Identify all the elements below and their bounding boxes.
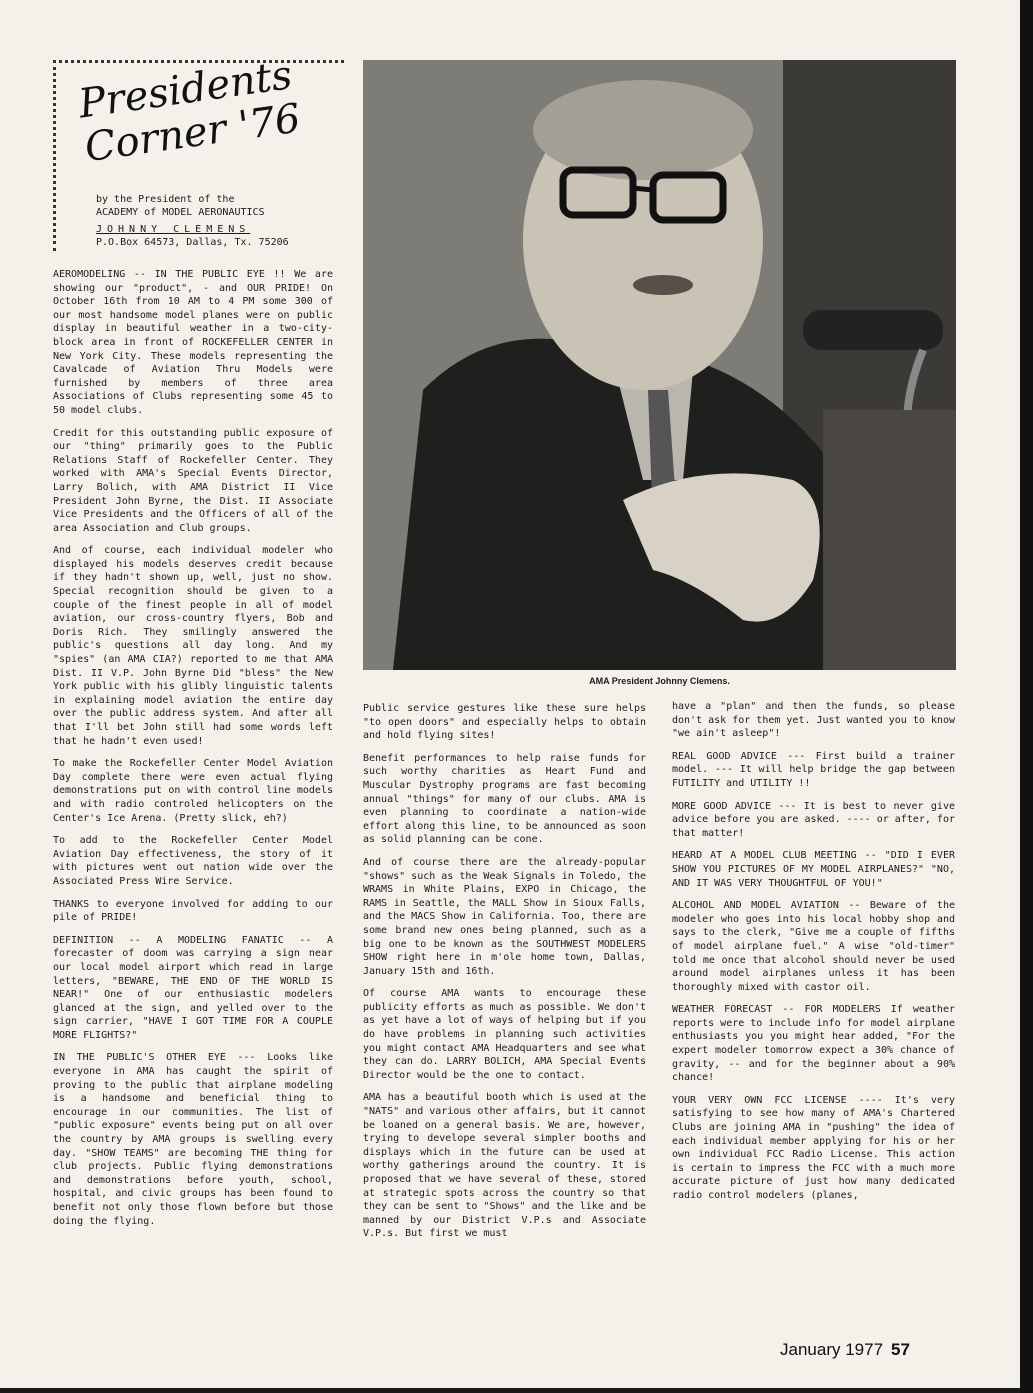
paragraph: Of course AMA wants to encourage these publicity efforts as much as possible. We don't as yet have a lot of ways of helping but if you do have problems in planning such activities you might contact AMA Headquarters and see what they can do. LARRY BOLICH, AMA Special Events Director would be the one to contact. xyxy=(363,988,646,1081)
article-column-3 xyxy=(672,700,955,1212)
paragraph: To make the Rockefeller Center Model Aviation Day complete there were even actual flying demonstrations put on with control line models and with radio controled helicopters on the Center's Ice Arena. (Pretty slick, eh?) xyxy=(53,758,333,824)
paragraph: DEFINITION -- A MODELING FANATIC -- A forecaster of doom was carrying a sign near our local model airport which read in large letters, "BEWARE, THE END OF THE WORLD IS NEAR!" One of our enthusiastic modelers glanced at the sign, and yelled over to the sign carrier, "HAVE I GOT TIME FOR A COUPLE MORE FLIGHTS?" xyxy=(53,934,333,1041)
paragraph: YOUR VERY OWN FCC LICENSE ---- It's very satisfying to see how many of AMA's Chartered Clubs are joining AMA in "pushing" the idea of each individual member applying for his or her own individual FCC Radio License. This action is certain to impress the FCC with a much more accurate picture of just how many dedicated radio control modelers (planes, xyxy=(672,1094,955,1201)
article-column-2 xyxy=(363,702,646,1250)
photo-illustration xyxy=(363,60,956,670)
issue-date: January 1977 xyxy=(780,1340,884,1359)
column-title: Presidents Corner '76 xyxy=(75,52,304,172)
byline-line-1: by the President of the xyxy=(96,194,235,205)
paragraph: And of course, each individual modeler who displayed his models deserves credit because if they hadn't shown up, well, just no show. Special recognition should be given to a couple of the finest people in all of model aviation, our cross-country flyers, Bob and Doris Rich. They smilingly answered the public's questions all day long. And my "spies" (an AMA CIA?) reported to me that AMA Dist. II V.P. John Byrne Did "bless" the New York public with his glibly linguistic talents in explaining model aviation the entire day over the public address system. And after all that I'll bet John still had some words left that he hadn't even used! xyxy=(53,545,333,747)
paragraph: To add to the Rockefeller Center Model Aviation Day effectiveness, the story of it with pictures went out nation wide over the Associated Press Wire Service. xyxy=(53,835,333,887)
page-number: 57 xyxy=(891,1340,910,1359)
paragraph: ALCOHOL AND MODEL AVIATION -- Beware of the modeler who goes into his local hobby shop and says to the clerk, "Give me a couple of fifths of model airplane fuel." A wise "old-timer" told me once that alcohol should never be used around model airplanes unless it has been thoroughly mixed with castor oil. xyxy=(672,900,955,993)
paragraph: AMA has a beautiful booth which is used at the "NATS" and various other affairs, but it cannot be loaned on a general basis. We are, however, trying to develope several simpler booths and displays which in the future can be used at worthy gatherings around the country. It is proposed that we have several of these, stored at strategic spots across the country so that they can be sent to "Shows" and the like and be manned by our District V.P.s and Associate V.P.s. But first we must xyxy=(363,1092,646,1240)
president-photo xyxy=(363,60,956,670)
paragraph: Public service gestures like these sure helps "to open doors" and especially helps to obtain and hold flying sites! xyxy=(363,703,646,742)
address: P.O.Box 64573, Dallas, Tx. 75206 xyxy=(96,237,289,248)
paragraph: REAL GOOD ADVICE --- First build a trainer model. --- It will help bridge the gap between FUTILITY and UTILITY !! xyxy=(672,750,955,789)
paragraph: Benefit performances to help raise funds for such worthy charities as Heart Fund and Muscular Dystrophy programs are fast becoming annual "things" for many of our clubs. AMA is even planning to coordinate a nation-wide effort along this line, to be announced as soon as solid planning can be cone. xyxy=(363,752,646,846)
byline xyxy=(96,193,289,249)
page-folio xyxy=(780,1340,910,1360)
paragraph: have a "plan" and then the funds, so please don't ask for them yet. Just wanted you to know "we ain't asleep"! xyxy=(672,701,955,740)
photo-caption: AMA President Johnny Clemens. xyxy=(589,676,730,686)
paragraph: THANKS to everyone involved for adding to our pile of PRIDE! xyxy=(53,898,333,924)
paragraph: And of course there are the already-popular "shows" such as the Weak Signals in Toledo, the WRAMS in White Plains, EXPO in Chicago, the RAMS in Seattle, the MALL Show in Sioux Falls, and the MACS Show in California. Too, there are some brand new ones being planned, such as a big one to be known as the SOUTHWEST MODELERS SHOW right here in m'ole home town, Dallas, January 15th and 16th. xyxy=(363,856,646,977)
article-column-1 xyxy=(53,268,333,1237)
scan-edge xyxy=(1020,0,1033,1393)
presidents-corner-header xyxy=(53,52,344,251)
paragraph: WEATHER FORECAST -- FOR MODELERS If weather reports were to include info for model airplane enthusiasts you you might hear added, "For the expert modeler tomorrow expect a 30% chance of gravity, -- and for the beginner about a 90% chance! xyxy=(672,1004,955,1084)
byline-line-2: ACADEMY of MODEL AERONAUTICS xyxy=(96,207,265,218)
president-name: JOHNNY CLEMENS xyxy=(96,224,251,235)
paragraph: IN THE PUBLIC'S OTHER EYE --- Looks like everyone in AMA has caught the spirit of proving to the public that airplane modeling is a handsome and beneficial thing to encourage in our communities. The list of "public exposure" events being put on all over the country by AMA groups is swelling every day. "SHOW TEAMS" are becoming THE thing for club projects. Public flying demonstrations and demonstrations before youth, school, hospital, and civic groups has been found to benefit not only those flown before but those doing the flying. xyxy=(53,1052,333,1227)
paragraph: HEARD AT A MODEL CLUB MEETING -- "DID I EVER SHOW YOU PICTURES OF MY MODEL AIRPLANES?" "NO, AND IT WAS VERY THOUGHTFUL OF YOU!" xyxy=(672,850,955,889)
paragraph: MORE GOOD ADVICE --- It is best to never give advice before you are asked. ---- or after, for that matter! xyxy=(672,800,955,839)
paragraph: Credit for this outstanding public exposure of our "thing" primarily goes to the Public Relations Staff of Rockefeller Center. They worked with AMA's Special Events Director, Larry Bolich, with AMA District II Vice President John Byrne, the Dist. II Associate Vice Presidents and the Officers of all of the area Association and Club groups. xyxy=(53,427,333,534)
paragraph: AEROMODELING -- IN THE PUBLIC EYE !! We are showing our "product", - and OUR PRIDE! On October 16th from 10 AM to 4 PM some 300 of our most handsome model planes were on public display in beautiful weather in a two-city-block area in front of ROCKEFELLER CENTER in New York City. These models representing the Cavalcade of Aviation Thru Models were furnished by members of three area Associations of Clubs representing some 45 to 50 model clubs. xyxy=(53,269,333,416)
